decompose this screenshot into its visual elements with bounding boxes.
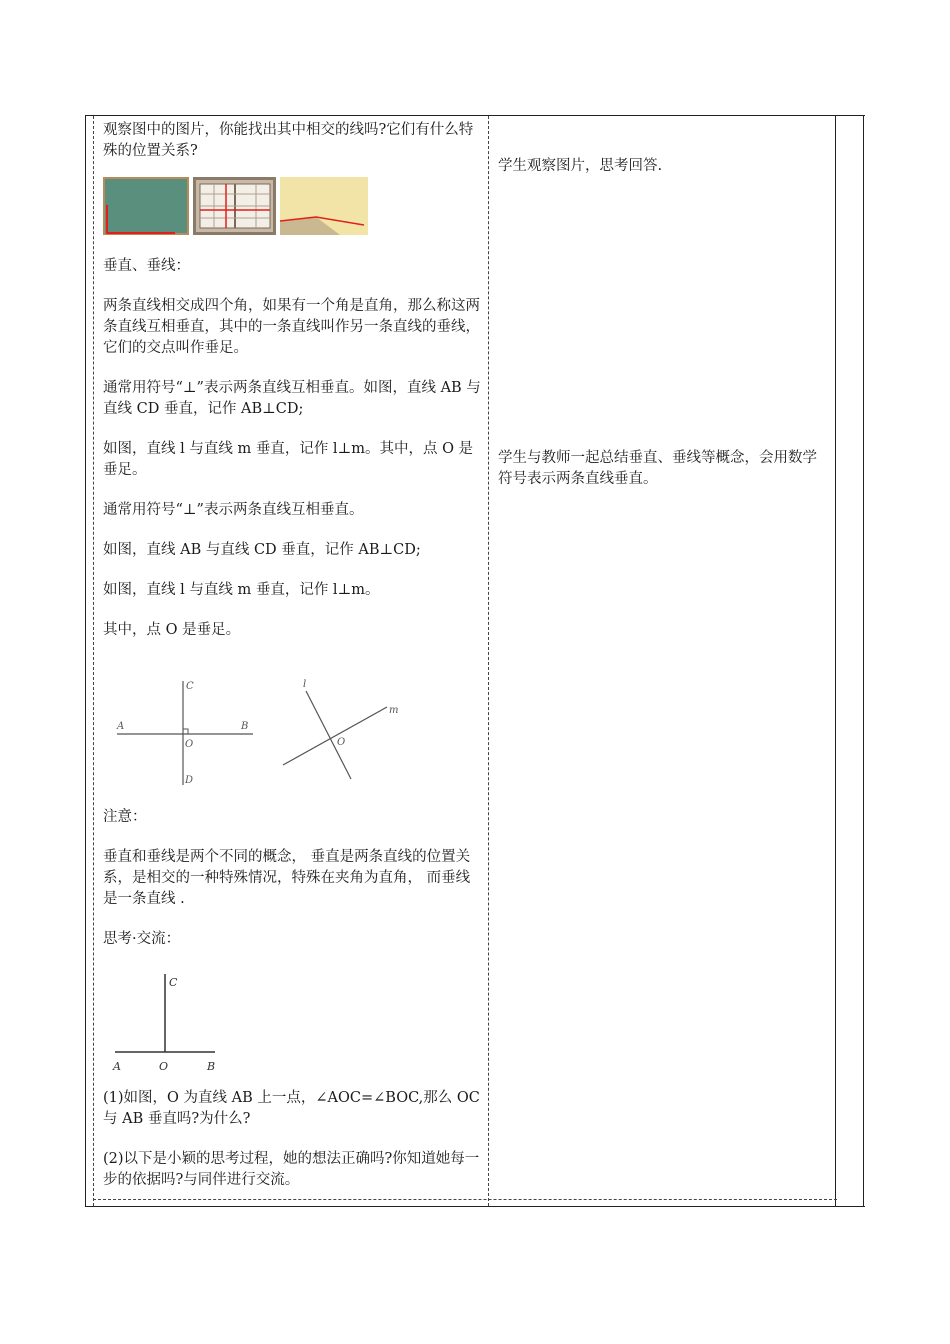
cell-border-bottom: [93, 1199, 837, 1200]
label-b: B: [241, 721, 249, 732]
blackboard-photo: [103, 177, 189, 235]
example-text-1: 如图，直线 l 与直线 m 垂直，记作 l⊥m。其中，点 O 是垂足。: [103, 441, 474, 478]
example-text-3: 其中，点 O 是垂足。: [103, 622, 241, 638]
figure-aoc-boc: [103, 964, 303, 1074]
cell-border-left: [93, 116, 94, 1206]
symbol-text-3: 如图，直线 AB 与直线 CD 垂直，记作 AB⊥CD;: [103, 542, 421, 558]
note-body: 垂直和垂线是两个不同的概念， 垂直是两条直线的位置关系，是相交的一种特殊情况，特殊在夹角为直角， 而垂线是一条直线 .: [103, 849, 471, 907]
student-response-2: 学生与教师一起总结垂直、垂线等概念，会用数学符号表示两条直线垂直。: [498, 450, 817, 487]
question-2: (2)以下是小颖的思考过程，她的想法正确吗?你知道她每一步的依据吗?与同伴进行交流。: [103, 1151, 480, 1188]
symbol-text-2: 通常用符号“⊥”表示两条直线互相垂直。: [103, 502, 364, 518]
window-photo: [193, 177, 276, 235]
example-text-2: 如图，直线 l 与直线 m 垂直，记作 l⊥m。: [103, 582, 380, 598]
perpendicular-figures: [103, 661, 423, 791]
label-o2: O: [337, 737, 346, 748]
note-heading: 注意：: [103, 809, 147, 825]
think-heading: 思考·交流：: [103, 931, 181, 947]
label-d: D: [185, 775, 194, 786]
teaching-content-column: [103, 120, 481, 1191]
label-m: m: [389, 705, 399, 716]
table-border-right: [863, 116, 864, 1206]
label-l: l: [303, 679, 307, 690]
column-divider: [835, 116, 836, 1206]
definition-text: 两条直线相交成四个角，如果有一个角是直角，那么称这两条直线互相垂直，其中的一条直线叫作另一条直线的垂线，它们的交点叫作垂足。: [103, 298, 480, 356]
table-border-left: [85, 116, 86, 1206]
wall-corner-photo: [280, 177, 368, 235]
label-a: A: [117, 721, 125, 732]
label-b3: B: [207, 1060, 216, 1073]
symbol-text-1: 通常用符号“⊥”表示两条直线互相垂直。如图，直线 AB 与直线 CD 垂直，记作 AB⊥CD;: [103, 380, 481, 417]
student-response-1: 学生观察图片，思考回答.: [498, 158, 663, 174]
label-a3: A: [113, 1060, 121, 1073]
label-o3: O: [159, 1060, 169, 1073]
figure-ab-cd: [116, 681, 253, 786]
heading-perpendicular: 垂直、垂线：: [103, 258, 190, 274]
lesson-table: [85, 115, 865, 1207]
figure-l-m: [283, 679, 398, 779]
example-photos: [103, 177, 481, 237]
question-1: (1)如图，O 为直线 AB 上一点，∠AOC=∠BOC,那么 OC 与 AB 垂直吗?为什么?: [103, 1090, 480, 1127]
label-o: O: [185, 739, 194, 750]
label-c3: C: [169, 976, 178, 989]
cell-divider: [488, 116, 489, 1206]
label-c: C: [186, 681, 194, 692]
intro-text: 观察图中的图片，你能找出其中相交的线吗?它们有什么特殊的位置关系?: [103, 122, 474, 159]
